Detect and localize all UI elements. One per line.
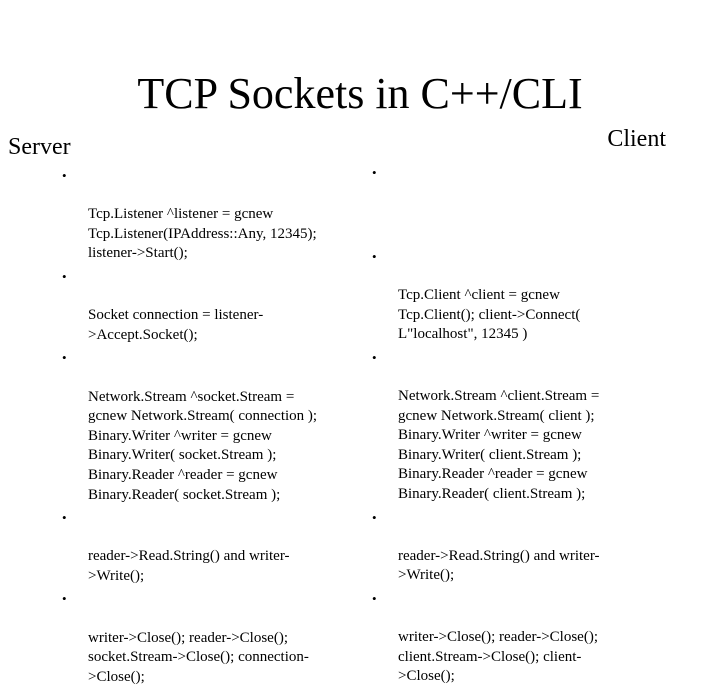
server-bullet-item: [62, 267, 344, 345]
bullet-icon: •: [372, 590, 377, 606]
server-bullet-item: [62, 348, 344, 505]
bullet-icon: •: [62, 168, 67, 183]
server-bullet-text: reader->Read.String() and writer- >Write();: [88, 548, 290, 584]
bullet-icon: •: [372, 165, 377, 180]
server-bullet-item: [62, 589, 344, 687]
client-bullet-text: Tcp.Client ^client = gcnew Tcp.Client(); client->Connect( L"localhost", 12345 ): [398, 286, 581, 343]
bullet-icon: •: [62, 268, 67, 284]
server-bullet-item: [62, 166, 344, 264]
bullet-icon: •: [62, 350, 67, 366]
client-bullet-item: [372, 348, 614, 505]
server-bullet-text: Tcp.Listener ^listener = gcnew Tcp.Listener(IPAddress::Any, 12345); listener->Start();: [88, 206, 317, 262]
client-bullet-item: [372, 589, 614, 687]
bullet-icon: •: [62, 591, 67, 607]
client-bullet-text: Network.Stream ^client.Stream = gcnew Network.Stream( client ); Binary.Writer ^writer = gcnew Binary.Writer( client.Stream ); Binary.Reader ^reader = gcnew Binary.Reader( client.Stream );: [398, 387, 600, 502]
bullet-icon: •: [372, 509, 377, 525]
slide-title: TCP Sockets in C++/CLI: [137, 69, 583, 118]
client-bullet-text: reader->Read.String() and writer- >Write();: [398, 547, 600, 584]
server-bullet-text: writer->Close(); reader->Close(); socket.Stream->Close(); connection- >Close();: [88, 629, 309, 685]
client-bullet-item: [372, 247, 614, 345]
server-heading: Server: [8, 134, 71, 160]
client-heading: Client: [607, 126, 666, 152]
client-bullet-list: [372, 163, 614, 690]
server-bullet-item: [62, 508, 344, 586]
client-bullet-item: [372, 163, 614, 222]
client-bullet-text: writer->Close(); reader->Close(); client.Stream->Close(); client- >Close();: [398, 629, 598, 685]
server-bullet-list: [62, 166, 344, 690]
client-bullet-item: [372, 508, 614, 586]
bullet-icon: •: [372, 248, 377, 264]
bullet-icon: •: [62, 510, 67, 526]
server-bullet-text: Socket connection = listener- >Accept.Socket();: [88, 307, 264, 343]
server-bullet-text: Network.Stream ^socket.Stream = gcnew Network.Stream( connection ); Binary.Writer ^writer = gcnew Binary.Writer( socket.Stream ); Binary.Reader ^reader = gcnew Binary.Reader( socket.Stream );: [88, 388, 318, 503]
bullet-icon: •: [372, 349, 377, 365]
